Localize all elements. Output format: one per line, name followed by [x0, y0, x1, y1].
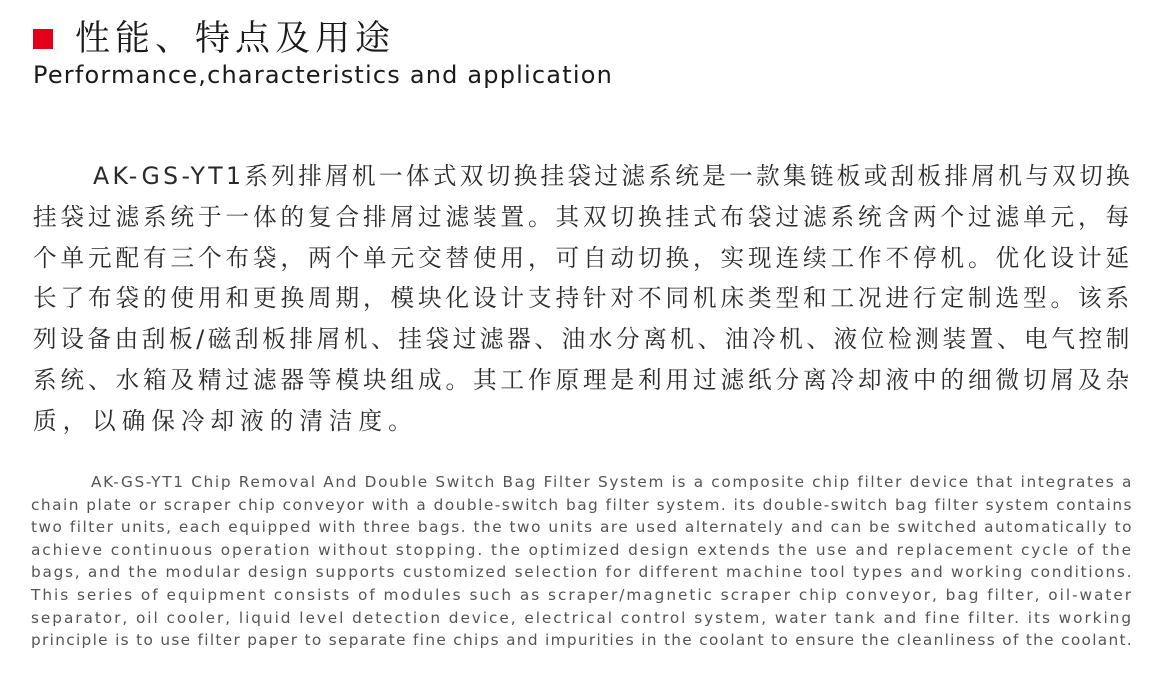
en-paragraph-line: separator, oil cooler, liquid level detection device, electrical control system, water tank and fine filter. its working	[31, 608, 1133, 627]
cn-paragraph-line: 挂袋过滤系统于一体的复合排屑过滤装置。其双切换挂式布袋过滤系统含两个过滤单元，每	[33, 202, 1133, 231]
red-square-icon	[33, 29, 53, 49]
cn-paragraph-line: 长了布袋的使用和更换周期，模块化设计支持针对不同机床类型和工况进行定制选型。该系	[33, 284, 1133, 313]
title-row	[33, 16, 613, 62]
en-paragraph-line: bags, and the modular design supports customized selection for different machine tool types and working conditions.	[31, 563, 1134, 582]
english-description	[31, 471, 1135, 652]
section-title-english: Performance,characteristics and application	[33, 61, 613, 89]
cn-paragraph-line: 列设备由刮板/磁刮板排屑机、挂袋过滤器、油水分离机、油冷机、液位检测装置、电气控制	[33, 325, 1133, 354]
en-paragraph-line: This series of equipment consists of modules such as scraper/magnetic scraper chip conveyor, bag filter, oil-water	[31, 585, 1133, 604]
section-title-chinese: 性能、特点及用途	[75, 19, 396, 59]
cn-paragraph-line: 质，以确保冷却液的清洁度。	[33, 406, 418, 435]
en-paragraph-line: AK-GS-YT1 Chip Removal And Double Switch Bag Filter System is a composite chip filter device that integrates a	[91, 473, 1133, 491]
cn-paragraph-line: 系统、水箱及精过滤器等模块组成。其工作原理是利用过滤纸分离冷却液中的细微切屑及杂	[33, 365, 1133, 394]
en-paragraph-line: achieve continuous operation without stopping. the optimized design extends the use and replacement cycle of the	[31, 540, 1133, 559]
en-paragraph-line: chain plate or scraper chip conveyor with a double-switch bag filter system. its double-switch bag filter system contains	[31, 495, 1133, 514]
cn-paragraph-line: AK-GS-YT1系列排屑机一体式双切换挂袋过滤系统是一款集链板或刮板排屑机与双切换	[93, 162, 1133, 190]
section-header	[33, 16, 613, 90]
en-paragraph-line: principle is to use filter paper to separate fine chips and impurities in the coolant to ensure the cleanliness of the coolant.	[31, 631, 1133, 650]
en-paragraph-line: two filter units, each equipped with three bags. the two units are used alternately and can be switched automatically to	[31, 518, 1133, 537]
chinese-description	[33, 156, 1133, 442]
cn-paragraph-line: 个单元配有三个布袋，两个单元交替使用，可自动切换，实现连续工作不停机。优化设计延	[33, 243, 1133, 272]
